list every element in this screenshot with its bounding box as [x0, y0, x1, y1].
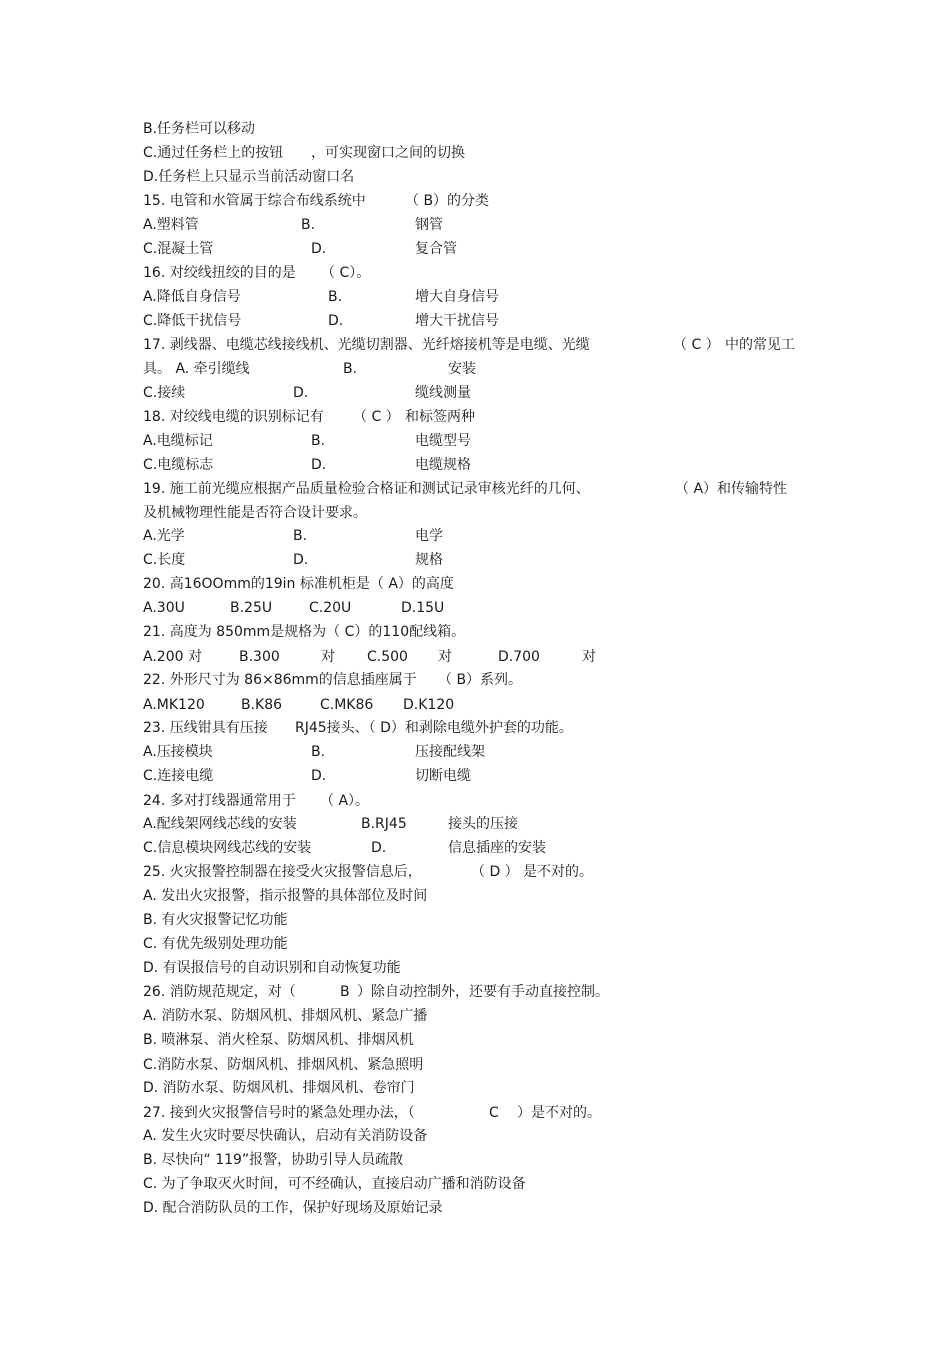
- text-segment: A.光学: [143, 528, 185, 544]
- text-segment: A. 发出火灾报警，指示报警的具体部位及时间: [143, 888, 428, 904]
- text-line: [143, 932, 843, 956]
- text-line: [143, 980, 843, 1004]
- text-line: [143, 596, 843, 620]
- text-line: [143, 309, 843, 333]
- text-segment: 规格: [415, 552, 443, 568]
- text-segment: A.压接模块: [143, 744, 213, 760]
- text-segment: C.接续: [143, 385, 186, 401]
- text-segment: B.: [311, 433, 326, 449]
- text-line: [143, 1028, 843, 1052]
- text-segment: 电缆规格: [415, 457, 471, 473]
- text-segment: 增大干扰信号: [415, 313, 499, 329]
- text-segment: 压接配线架: [415, 744, 485, 760]
- text-line: [143, 1004, 843, 1028]
- text-segment: B.300: [239, 649, 280, 665]
- text-segment: B. 有火灾报警记忆功能: [143, 912, 288, 928]
- text-segment: C: [489, 1105, 499, 1121]
- text-segment: B.: [328, 289, 343, 305]
- text-line: [143, 860, 843, 884]
- text-line: [143, 1148, 843, 1172]
- text-segment: B.: [343, 361, 358, 377]
- text-segment: B.: [311, 744, 326, 760]
- text-segment: C.电缆标志: [143, 457, 214, 473]
- text-segment: 具。 A. 牵引缆线: [143, 361, 250, 377]
- text-line: [143, 908, 843, 932]
- text-segment: A.塑料管: [143, 217, 199, 233]
- text-line: [143, 477, 843, 501]
- text-segment: （ A）。: [320, 793, 370, 809]
- text-segment: D. 配合消防队员的工作，保护好现场及原始记录: [143, 1200, 443, 1216]
- text-segment: 23. 压线钳具有压接: [143, 720, 268, 736]
- text-segment: 22. 外形尺寸为 86×86mm的信息插座属于: [143, 672, 417, 688]
- text-segment: 17. 剥线器、电缆芯线接线机、光缆切割器、光纤熔接机等是电缆、光缆: [143, 337, 590, 353]
- text-line: [143, 189, 843, 213]
- text-segment: C.混凝土管: [143, 241, 214, 257]
- text-segment: （ B）的分类: [405, 193, 490, 209]
- text-segment: C.降低干扰信号: [143, 313, 242, 329]
- text-segment: C. 有优先级别处理功能: [143, 936, 288, 952]
- text-line: [143, 261, 843, 285]
- text-line: [143, 836, 843, 860]
- text-line: [143, 693, 843, 717]
- text-segment: 20. 高16OOmm的19in 标准机柜是（ A）的高度: [143, 576, 454, 592]
- text-segment: A. 消防水泵、防烟风机、排烟风机、紧急广播: [143, 1008, 428, 1024]
- text-segment: A.降低自身信号: [143, 289, 241, 305]
- text-line: [143, 237, 843, 261]
- text-segment: C.消防水泵、防烟风机、排烟风机、紧急照明: [143, 1057, 424, 1073]
- text-segment: 钢管: [415, 217, 443, 233]
- text-segment: D.: [311, 241, 327, 257]
- text-line: [143, 1053, 843, 1077]
- text-line: [143, 740, 843, 764]
- text-segment: D.任务栏上只显示当前活动窗口名: [143, 169, 355, 185]
- text-line: [143, 572, 843, 596]
- text-segment: 电缆型号: [415, 433, 471, 449]
- text-segment: 及机械物理性能是否符合设计要求。: [143, 505, 367, 521]
- text-segment: 26. 消防规范规定，对（: [143, 984, 296, 1000]
- text-segment: 25. 火灾报警控制器在接受火灾报警信息后，: [143, 864, 422, 880]
- text-segment: 19. 施工前光缆应根据产品质量检验合格证和测试记录审核光纤的几何、: [143, 481, 590, 497]
- text-line: [143, 429, 843, 453]
- text-line: [143, 716, 843, 740]
- text-segment: 27. 接到火灾报警信号时的紧急处理办法，（: [143, 1105, 415, 1121]
- text-segment: （ A）和传输特性: [675, 481, 788, 497]
- text-segment: 缆线测量: [415, 385, 471, 401]
- text-segment: B.K86: [241, 697, 283, 713]
- text-line: [143, 357, 843, 381]
- text-segment: B.25U: [230, 600, 273, 616]
- text-segment: 对: [582, 649, 596, 665]
- text-line: [143, 1124, 843, 1148]
- text-segment: D.K120: [403, 697, 455, 713]
- text-segment: 24. 多对打线器通常用于: [143, 793, 296, 809]
- text-segment: B. 喷淋泵、消火栓泵、防烟风机、排烟风机: [143, 1032, 414, 1048]
- text-segment: A.30U: [143, 600, 185, 616]
- text-line: [143, 812, 843, 836]
- text-line: [143, 789, 843, 813]
- text-line: [143, 453, 843, 477]
- text-segment: 21. 高度为 850mm是规格为（ C）的110配线箱。: [143, 624, 466, 640]
- text-segment: B.: [301, 217, 316, 233]
- text-segment: C.通过任务栏上的按钮: [143, 145, 284, 161]
- text-segment: D.: [311, 457, 327, 473]
- text-segment: D.: [293, 385, 309, 401]
- text-line: [143, 501, 843, 525]
- text-line: [143, 884, 843, 908]
- text-line: [143, 524, 843, 548]
- text-line: [143, 1101, 843, 1125]
- text-segment: C.信息模块网线芯线的安装: [143, 840, 312, 856]
- text-line: [143, 956, 843, 980]
- text-segment: ）是不对的。: [517, 1105, 601, 1121]
- text-segment: 对: [438, 649, 452, 665]
- text-segment: 15. 电管和水管属于综合布线系统中: [143, 193, 366, 209]
- text-segment: （ C ）: [673, 337, 720, 353]
- text-line: [143, 1196, 843, 1220]
- text-segment: ）除自动控制外，还要有手动直接控制。: [357, 984, 609, 1000]
- text-line: [143, 764, 843, 788]
- text-segment: 安装: [448, 361, 476, 377]
- text-segment: 切断电缆: [415, 768, 471, 784]
- text-segment: B.RJ45: [361, 816, 407, 832]
- text-segment: D.: [293, 552, 309, 568]
- text-segment: 复合管: [415, 241, 457, 257]
- text-line: [143, 645, 843, 669]
- text-segment: RJ45接头、（ D）和剥除电缆外护套的功能。: [295, 720, 573, 736]
- text-segment: A.电缆标记: [143, 433, 213, 449]
- text-line: [143, 620, 843, 644]
- text-line: [143, 381, 843, 405]
- text-segment: D.15U: [401, 600, 445, 616]
- text-segment: A.MK120: [143, 697, 205, 713]
- text-line: [143, 285, 843, 309]
- text-segment: A.配线架网线芯线的安装: [143, 816, 297, 832]
- text-segment: D.: [328, 313, 344, 329]
- text-segment: C.连接电缆: [143, 768, 214, 784]
- text-segment: B.任务栏可以移动: [143, 121, 256, 137]
- text-segment: C.长度: [143, 552, 186, 568]
- text-line: [143, 141, 843, 165]
- text-segment: C.20U: [309, 600, 352, 616]
- text-segment: D.: [371, 840, 387, 856]
- text-line: [143, 1172, 843, 1196]
- text-segment: A. 发生火灾时要尽快确认，启动有关消防设备: [143, 1128, 428, 1144]
- text-segment: C. 为了争取灭火时间，可不经确认，直接启动广播和消防设备: [143, 1176, 526, 1192]
- text-segment: B: [340, 984, 350, 1000]
- text-segment: C.MK86: [320, 697, 374, 713]
- text-segment: D. 有误报信号的自动识别和自动恢复功能: [143, 960, 401, 976]
- text-line: [143, 117, 843, 141]
- text-segment: 增大自身信号: [415, 289, 499, 305]
- text-line: [143, 333, 843, 357]
- text-segment: （ C ）: [353, 409, 400, 425]
- text-segment: 对: [321, 649, 335, 665]
- text-segment: C.500: [367, 649, 408, 665]
- text-segment: D. 消防水泵、防烟风机、排烟风机、卷帘门: [143, 1080, 415, 1096]
- text-line: [143, 548, 843, 572]
- text-segment: A.200 对: [143, 649, 202, 665]
- text-segment: 和标签两种: [405, 409, 475, 425]
- text-segment: （ C）。: [321, 265, 371, 281]
- text-segment: 中的常见工: [725, 337, 795, 353]
- text-segment: B.: [293, 528, 308, 544]
- text-segment: （ B）系列。: [438, 672, 523, 688]
- text-line: [143, 405, 843, 429]
- text-segment: D.700: [498, 649, 540, 665]
- text-line: [143, 668, 843, 692]
- text-segment: ，可实现窗口之间的切换: [311, 145, 465, 161]
- text-segment: 电学: [415, 528, 443, 544]
- text-segment: 18. 对绞线电缆的识别标记有: [143, 409, 324, 425]
- text-segment: B. 尽快向“ 119”报警，协助引导人员疏散: [143, 1152, 404, 1168]
- text-line: [143, 1076, 843, 1100]
- text-segment: 接头的压接: [448, 816, 518, 832]
- text-segment: D.: [311, 768, 327, 784]
- text-line: [143, 213, 843, 237]
- text-segment: 信息插座的安装: [448, 840, 546, 856]
- text-line: [143, 165, 843, 189]
- text-segment: （ D ）: [471, 864, 519, 880]
- text-segment: 16. 对绞线扭绞的目的是: [143, 265, 296, 281]
- text-segment: 是不对的。: [523, 864, 593, 880]
